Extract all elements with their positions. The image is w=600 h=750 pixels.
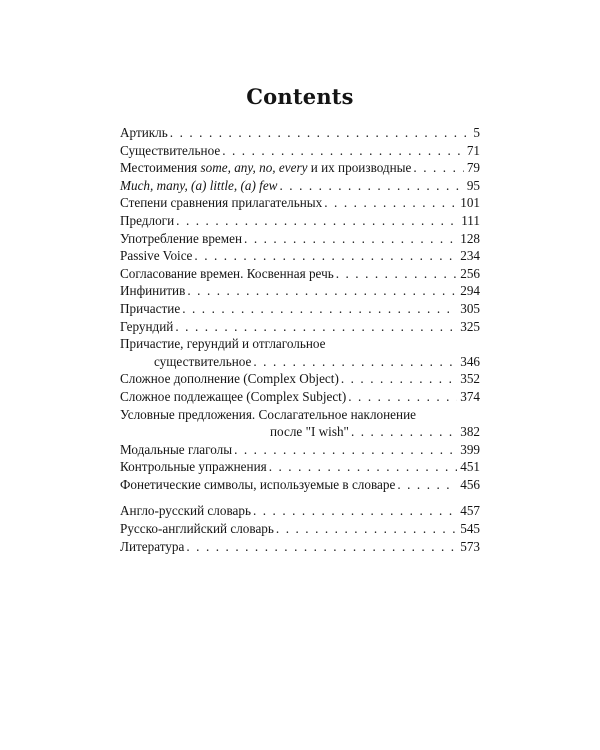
dot-leader	[234, 441, 457, 459]
toc-entry-label: Англо-русский словарь	[120, 503, 251, 519]
toc-page-number: 101	[460, 195, 480, 211]
toc-page-number: 399	[460, 441, 480, 457]
toc-page-number: 325	[460, 318, 480, 334]
toc-entry-label: Сложное дополнение (Complex Object)	[120, 371, 339, 387]
toc-entry[interactable]	[120, 194, 480, 212]
toc-entry-label: Степени сравнения прилагательных	[120, 195, 323, 211]
toc-entry[interactable]	[120, 388, 480, 406]
toc-page-number: 346	[460, 353, 480, 369]
toc-entry-label: Русско-английский словарь	[120, 521, 274, 537]
toc-entry[interactable]	[120, 520, 480, 538]
dot-leader	[175, 318, 457, 336]
dot-leader	[413, 159, 463, 177]
toc-page-number: 5	[473, 125, 480, 140]
toc-entry[interactable]	[120, 370, 480, 388]
toc-entry-label: Предлоги	[120, 212, 175, 228]
toc-entry[interactable]	[120, 177, 480, 195]
toc-entry-label: Артикль	[120, 125, 168, 140]
toc-entry-label: Сложное подлежащее (Complex Subject)	[120, 388, 347, 404]
dot-leader	[182, 300, 457, 318]
toc-page-number: 128	[460, 230, 480, 246]
section-spacer	[120, 493, 480, 502]
dot-leader	[279, 177, 463, 195]
dot-leader	[222, 142, 464, 160]
toc-entry[interactable]	[120, 124, 480, 142]
toc-entry[interactable]	[120, 265, 480, 283]
dot-leader	[269, 458, 458, 476]
toc-entry-label: Согласование времен. Косвенная речь	[120, 265, 334, 281]
dot-leader	[253, 353, 457, 371]
toc-entry-label: Фонетические символы, используемые в словаре	[120, 476, 396, 492]
toc-page-number: 294	[460, 283, 480, 299]
toc-page-number: 305	[460, 300, 480, 316]
label-text: Местоимения	[120, 160, 201, 176]
toc-entry-label-continued: существительное	[154, 353, 252, 369]
toc-entry[interactable]	[120, 441, 480, 459]
toc-entry-label: Причастие	[120, 300, 181, 316]
toc-entry[interactable]	[120, 300, 480, 318]
toc-page-number: 451	[460, 459, 480, 475]
label-italic-text: some, any, no, every	[200, 160, 308, 176]
dot-leader	[276, 520, 457, 538]
toc-page-number: 374	[460, 388, 480, 404]
toc-entry-label: Герундий	[120, 318, 174, 334]
toc-page-number: 95	[466, 177, 480, 193]
toc-entry-label-continued: после "I wish"	[270, 424, 349, 440]
toc-page-number: 256	[460, 265, 480, 281]
toc-entry[interactable]	[120, 335, 480, 370]
toc-page-number: 79	[466, 160, 480, 176]
dot-leader	[351, 423, 457, 441]
toc-entry[interactable]	[120, 538, 480, 556]
dot-leader	[194, 247, 457, 265]
toc-entry-label: Условные предложения. Сослагательное наклонение	[120, 406, 416, 422]
toc-page-number: 545	[460, 521, 480, 537]
dot-leader	[341, 370, 457, 388]
toc-page-number: 234	[460, 248, 480, 264]
toc-entry-label: Употребление времен	[120, 230, 243, 246]
toc-page-number: 71	[466, 142, 480, 158]
table-of-contents	[120, 124, 480, 555]
dot-leader	[336, 265, 458, 283]
toc-entry-label: Литература	[120, 538, 185, 554]
toc-entry-label: Контрольные упражнения	[120, 459, 267, 475]
toc-entry[interactable]	[120, 458, 480, 476]
label-text: и их производные	[307, 160, 412, 176]
toc-entry-label: Причастие, герундий и отглагольное	[120, 336, 326, 352]
toc-entry[interactable]	[120, 476, 480, 494]
dot-leader	[253, 502, 457, 520]
dot-leader	[187, 282, 457, 300]
toc-page-number: 111	[461, 212, 480, 228]
toc-entry-label: Passive Voice	[120, 248, 193, 264]
toc-entry-label: Инфинитив	[120, 283, 186, 299]
toc-entry[interactable]	[120, 159, 480, 177]
dot-leader	[324, 194, 457, 212]
toc-page-number: 457	[460, 503, 480, 519]
dot-leader	[176, 212, 458, 230]
toc-entry[interactable]	[120, 212, 480, 230]
dot-leader	[244, 230, 457, 248]
toc-entry-label: Модальные глаголы	[120, 441, 233, 457]
toc-entry[interactable]	[120, 142, 480, 160]
toc-entry[interactable]	[120, 406, 480, 441]
page-title: Contents	[246, 84, 354, 109]
dot-leader	[397, 476, 457, 494]
dot-leader	[348, 388, 457, 406]
toc-entry[interactable]	[120, 502, 480, 520]
toc-entry[interactable]	[120, 318, 480, 336]
toc-entry-label: Существительное	[120, 142, 221, 158]
dot-leader	[170, 124, 471, 142]
toc-page-number: 382	[460, 424, 480, 440]
toc-page-number: 456	[460, 476, 480, 492]
toc-entry[interactable]	[120, 282, 480, 300]
toc-page-number: 352	[460, 371, 480, 387]
toc-entry-label	[120, 159, 411, 177]
toc-entry-label: Much, many, (a) little, (a) few	[120, 177, 278, 193]
dot-leader	[186, 538, 457, 556]
toc-page-number: 573	[460, 538, 480, 554]
toc-entry[interactable]	[120, 230, 480, 248]
toc-entry[interactable]	[120, 247, 480, 265]
